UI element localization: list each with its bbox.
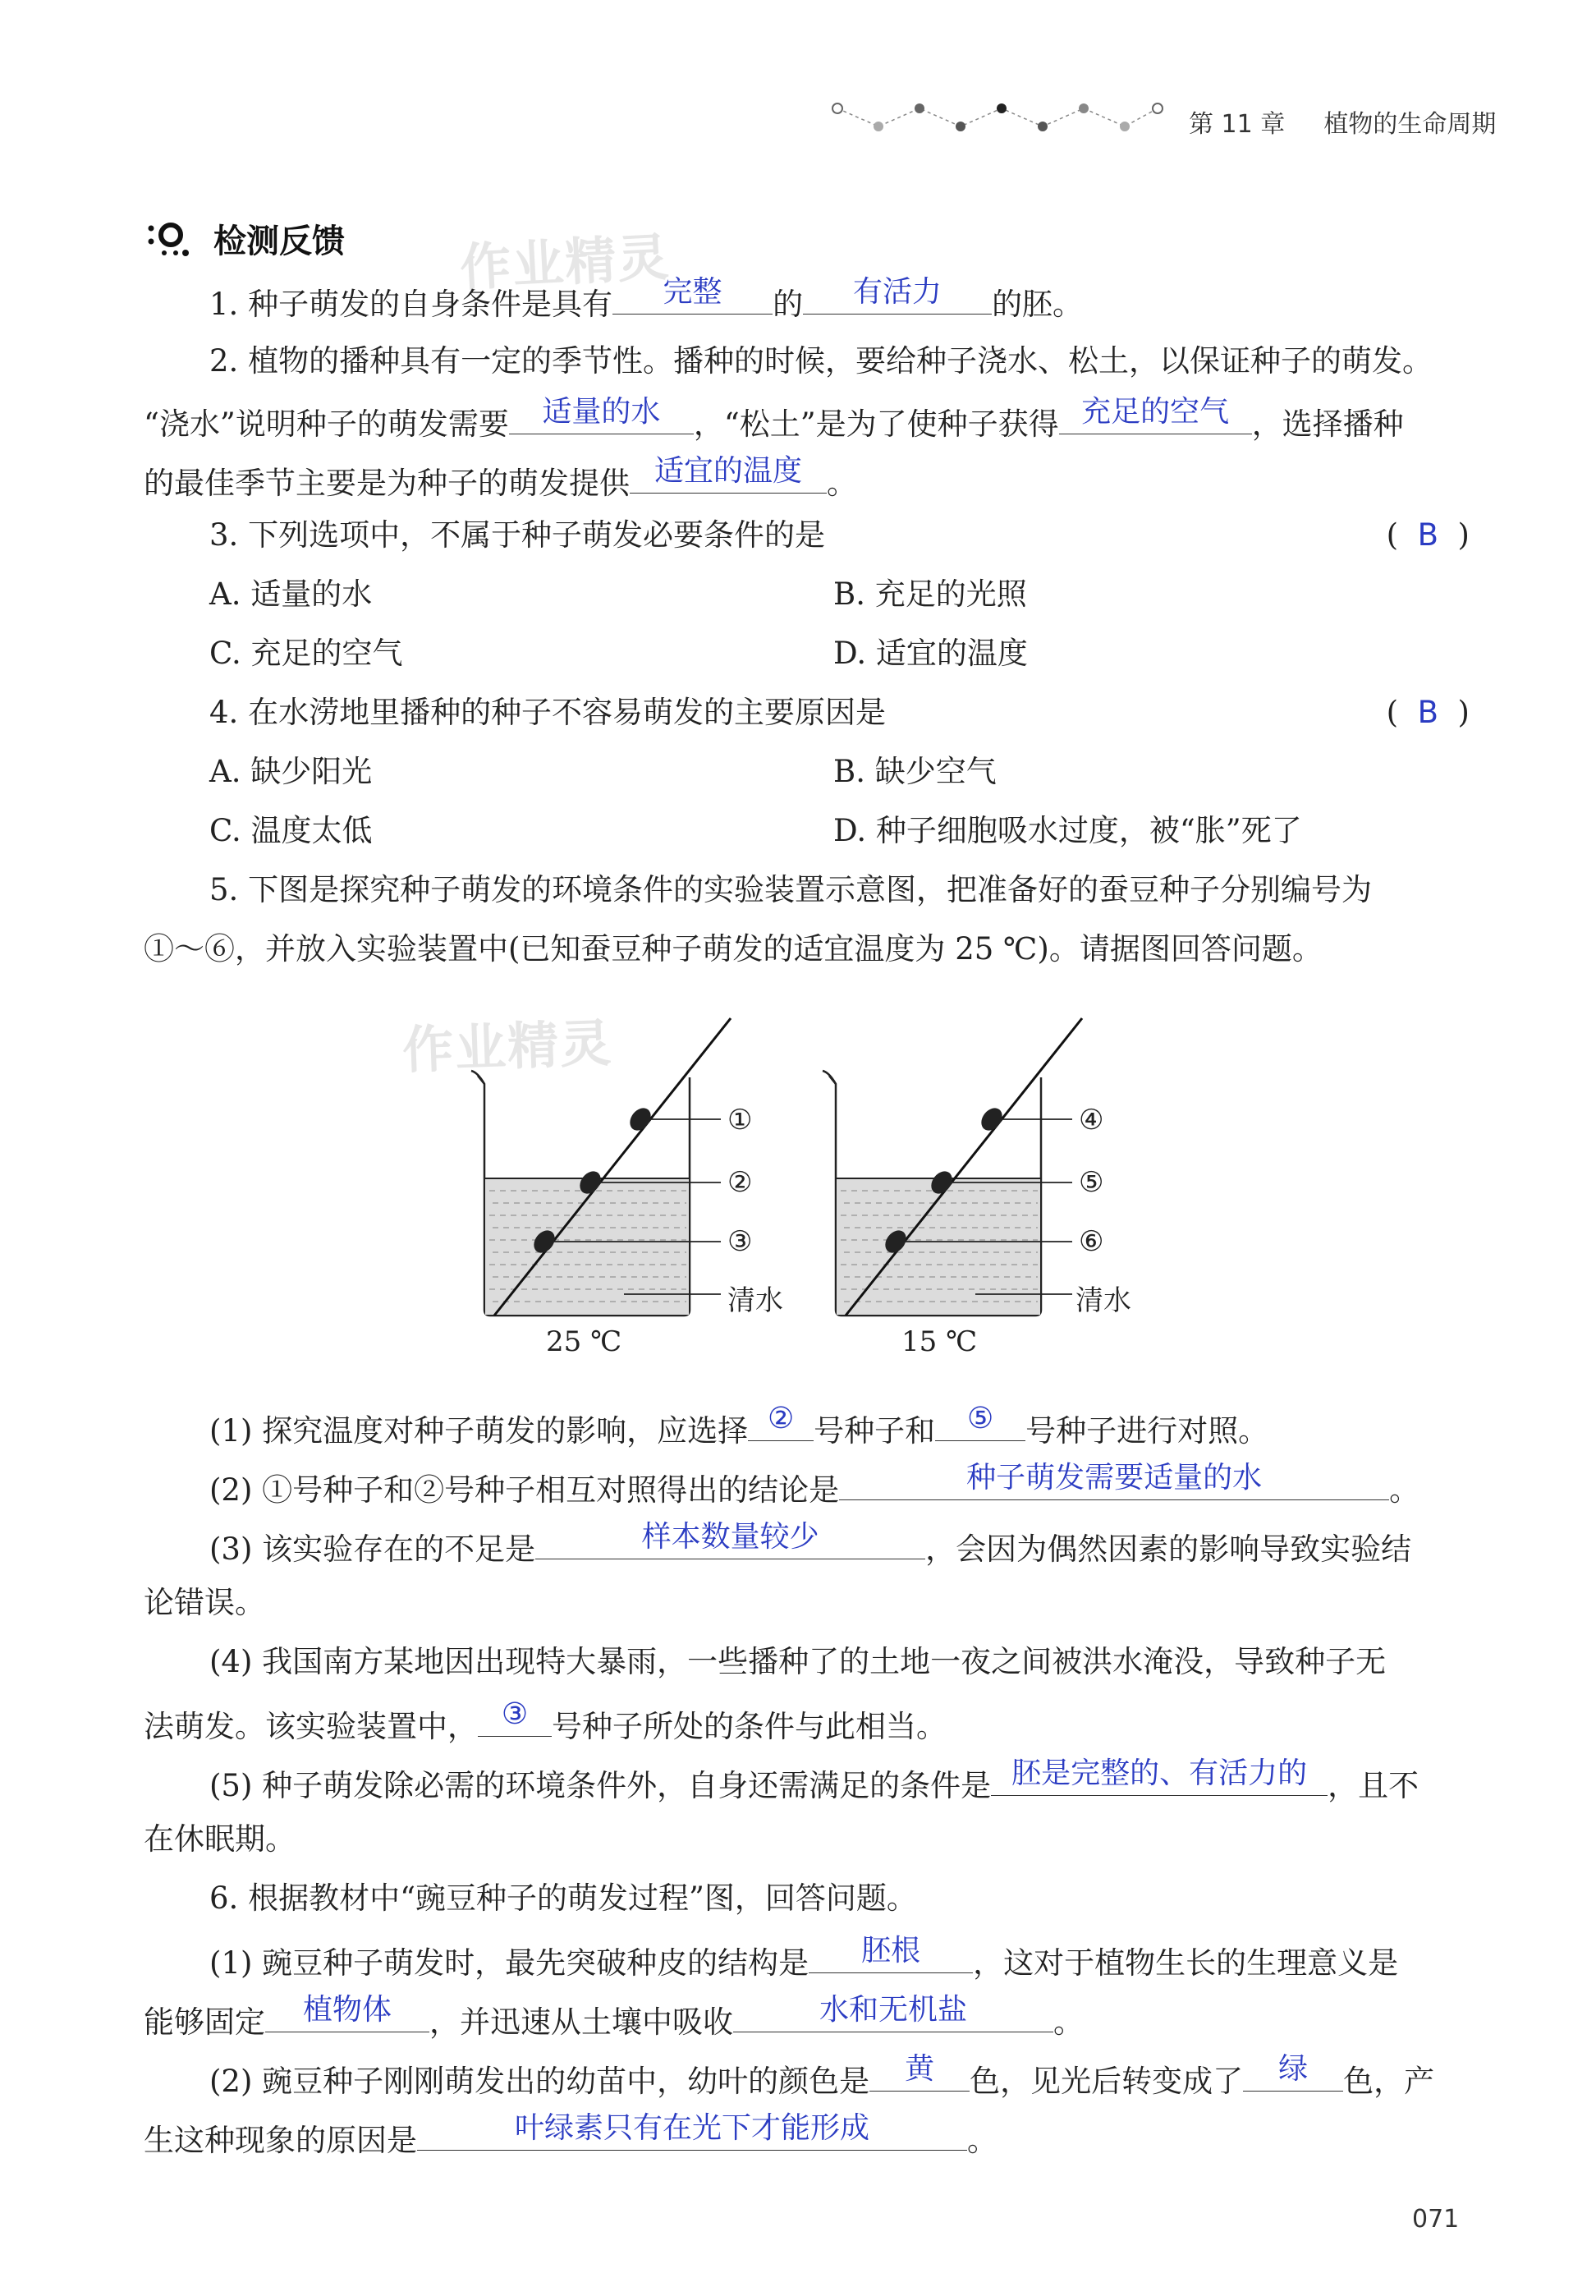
- q5-sub1-text-c: 号种子进行对照。: [1025, 1413, 1269, 1449]
- q5-sub-3-cont: 论错误。: [144, 1585, 265, 1620]
- label-seed-1: ①: [727, 1104, 753, 1137]
- q5-sub4-answer: ③: [501, 1697, 529, 1731]
- q6-sub1-text-c: 能够固定: [144, 2004, 265, 2040]
- q5-sub-4: (4) 我国南方某地因出现特大暴雨，一些播种了的土地一夜之间被洪水淹没，导致种子无: [209, 1644, 1387, 1679]
- q4-option-a[interactable]: A. 缺少阳光: [209, 754, 373, 789]
- label-seed-4: ④: [1079, 1104, 1104, 1137]
- q5-sub4-text-c: 号种子所处的条件与此相当。: [552, 1709, 947, 1744]
- beaker-right: [823, 1018, 1082, 1316]
- label-seed-6: ⑥: [1079, 1225, 1104, 1258]
- q6-sub1-text-d: ，并迅速从土壤中吸收: [429, 2004, 733, 2040]
- q2-text-c: ，选择播种: [1251, 406, 1404, 442]
- q6-sub1-text-a: (1) 豌豆种子萌发时，最先突破种皮的结构是: [209, 1945, 809, 1981]
- q5-sub1-text-a: (1) 探究温度对种子萌发的影响，应选择: [209, 1413, 749, 1449]
- chapter-label: 第 11 章: [1189, 110, 1286, 139]
- q6-sub2-text-b: 色，见光后转变成了: [970, 2064, 1244, 2099]
- label-water-right: 清水: [1075, 1284, 1131, 1317]
- q6-sub1-answer-2: 植物体: [302, 1993, 392, 2027]
- q2-line-3: [144, 454, 857, 502]
- q3-option-d[interactable]: D. 适宜的温度: [833, 636, 1028, 671]
- q1-answer-1: 完整: [663, 275, 722, 309]
- q1-text: 1. 种子萌发的自身条件是具有: [209, 287, 613, 322]
- q1-text-b: 的: [773, 287, 804, 322]
- q5-sub4-text-b: 法萌发。该实验装置中，: [144, 1709, 478, 1744]
- q5-sub-3: [209, 1520, 1412, 1568]
- q1: [209, 275, 1084, 323]
- q6-sub2-text-d: 生这种现象的原因是: [144, 2123, 417, 2158]
- q6-sub-2: [209, 2052, 1435, 2100]
- beaker-left: [471, 1018, 731, 1316]
- q3-answer-paren: ( B ): [1386, 517, 1470, 553]
- q1-answer-2: 有活力: [853, 275, 942, 309]
- q4-option-b[interactable]: B. 缺少空气: [833, 754, 997, 789]
- label-temp-left: 25 ℃: [546, 1325, 622, 1358]
- q5-sub-5: [209, 1756, 1419, 1804]
- q5-sub2-answer: 种子萌发需要适量的水: [966, 1461, 1263, 1495]
- q5-sub2-text-a: (2) ①号种子和②号种子相互对照得出的结论是: [209, 1472, 840, 1508]
- q4-answer: B: [1417, 695, 1439, 730]
- q3-option-a[interactable]: A. 适量的水: [209, 576, 373, 612]
- q1-text-c: 的胚。: [992, 287, 1084, 322]
- q6-sub2-blank-3[interactable]: [417, 2111, 967, 2151]
- q6-sub-2-cont: [144, 2111, 998, 2159]
- q1-blank-2[interactable]: [803, 275, 992, 315]
- q4-option-d[interactable]: D. 种子细胞吸水过度，被“胀”死了: [833, 813, 1302, 848]
- q6-sub2-answer-3: 叶绿素只有在光下才能形成: [514, 2111, 869, 2145]
- q2-line-2: [144, 395, 1404, 443]
- q6-sub2-blank-1[interactable]: [869, 2052, 970, 2092]
- q2-answer-2: 充足的空气: [1081, 395, 1230, 429]
- q5-sub-5-cont: 在休眠期。: [144, 1821, 296, 1857]
- q5-sub1-blank-2[interactable]: [935, 1402, 1025, 1441]
- q5-line-2: ①～⑥，并放入实验装置中(已知蚕豆种子萌发的适宜温度为 25 ℃)。请据图回答问题。: [144, 931, 1323, 967]
- q6-sub2-text-a: (2) 豌豆种子刚刚萌发出的幼苗中，幼叶的颜色是: [209, 2064, 870, 2099]
- q5-sub-2: [209, 1461, 1420, 1508]
- q6-sub1-answer-1: 胚根: [861, 1934, 921, 1968]
- q4-answer-paren: ( B ): [1386, 695, 1470, 730]
- q5-sub3-answer: 样本数量较少: [641, 1520, 819, 1554]
- figure-watermark: 作业精灵: [401, 1013, 614, 1081]
- q5-sub-4-cont: [144, 1697, 947, 1745]
- page-number: 071: [1412, 2205, 1460, 2234]
- q4-option-c[interactable]: C. 温度太低: [209, 813, 373, 848]
- label-seed-3: ③: [727, 1225, 753, 1258]
- q6-sub-1-cont: [144, 1993, 1084, 2041]
- q3-answer: B: [1417, 517, 1439, 553]
- q6-sub1-blank-2[interactable]: [265, 1993, 429, 2032]
- q6-sub1-text-e: 。: [1053, 2004, 1084, 2040]
- section-title: 检测反馈: [213, 223, 345, 260]
- q5-sub2-text-b: 。: [1389, 1472, 1420, 1508]
- q5-sub2-blank[interactable]: [839, 1461, 1389, 1500]
- q5-sub5-text-a: (5) 种子萌发除必需的环境条件外，自身还需满足的条件是: [209, 1768, 992, 1803]
- q6-sub2-blank-2[interactable]: [1243, 2052, 1343, 2092]
- q2-blank-3[interactable]: [630, 454, 827, 494]
- q5-line-1: 5. 下图是探究种子萌发的环境条件的实验装置示意图，把准备好的蚕豆种子分别编号为: [209, 872, 1373, 907]
- chapter-title: 植物的生命周期: [1323, 110, 1497, 139]
- q5-sub3-text-b: ，会因为偶然因素的影响导致实验结: [925, 1531, 1412, 1567]
- q2-blank-1[interactable]: [509, 395, 694, 434]
- q6-sub1-blank-3[interactable]: [733, 1993, 1053, 2032]
- q5-sub5-answer: 胚是完整的、有活力的: [1011, 1756, 1308, 1790]
- header: [1189, 103, 1496, 140]
- label-temp-right: 15 ℃: [901, 1325, 978, 1358]
- q5-sub1-blank-1[interactable]: [748, 1402, 814, 1441]
- q5-sub-1: [209, 1402, 1269, 1449]
- q3-stem: [209, 517, 1470, 553]
- q5-sub1-text-b: 号种子和: [814, 1413, 936, 1449]
- q5-sub5-text-b: ，且不: [1328, 1768, 1419, 1803]
- q4-stem: [209, 695, 1470, 731]
- q2-text-b: ，“松土”是为了使种子获得: [693, 406, 1059, 442]
- q3-option-c[interactable]: C. 充足的空气: [209, 636, 403, 671]
- q3-stem-text: 3. 下列选项中，不属于种子萌发必要条件的是: [209, 517, 826, 553]
- q5-sub3-text-a: (3) 该实验存在的不足是: [209, 1531, 536, 1567]
- q1-blank-1[interactable]: [612, 275, 773, 315]
- q6-sub2-answer-1: 黄: [905, 2052, 935, 2086]
- q6-sub2-answer-2: 绿: [1278, 2052, 1309, 2086]
- q6-sub1-text-b: ，这对于植物生长的生理意义是: [973, 1945, 1399, 1981]
- label-seed-5: ⑤: [1079, 1166, 1104, 1199]
- q6-sub-1: [209, 1934, 1399, 1981]
- q6-sub1-blank-1[interactable]: [809, 1934, 973, 1973]
- q5-sub5-blank[interactable]: [991, 1756, 1328, 1796]
- label-seed-2: ②: [727, 1166, 753, 1199]
- q2-blank-2[interactable]: [1059, 395, 1252, 434]
- q6-stem: 6. 根据教材中“豌豆种子的萌发过程”图，回答问题。: [209, 1880, 917, 1916]
- q5-sub1-answer-2: ⑤: [967, 1402, 994, 1435]
- q2-text-e: 。: [827, 466, 857, 501]
- q2-text-a: “浇水”说明种子的萌发需要: [144, 406, 509, 442]
- section-icon: [144, 215, 194, 258]
- q6-sub2-text-e: 。: [967, 2123, 998, 2158]
- experiment-figure: [460, 1010, 1166, 1371]
- q2-line-1: 2. 植物的播种具有一定的季节性。播种的时候，要给种子浇水、松土，以保证种子的萌发。: [209, 343, 1433, 379]
- q5-sub3-blank[interactable]: [535, 1520, 925, 1559]
- q2-text-d: 的最佳季节主要是为种子的萌发提供: [144, 466, 630, 501]
- q2-answer-3: 适宜的温度: [654, 454, 802, 488]
- q4-stem-text: 4. 在水涝地里播种的种子不容易萌发的主要原因是: [209, 695, 887, 730]
- q6-sub2-text-c: 色，产: [1343, 2064, 1435, 2099]
- q6-sub1-answer-3: 水和无机盐: [819, 1993, 967, 2027]
- header-decoration: [829, 97, 1174, 138]
- watermark: 作业精灵: [458, 227, 672, 298]
- q5-sub1-answer-1: ②: [768, 1402, 795, 1435]
- q3-option-b[interactable]: B. 充足的光照: [833, 576, 1027, 612]
- q2-answer-1: 适量的水: [542, 395, 661, 429]
- q5-sub4-blank[interactable]: [478, 1697, 552, 1737]
- label-water-left: 清水: [727, 1284, 783, 1317]
